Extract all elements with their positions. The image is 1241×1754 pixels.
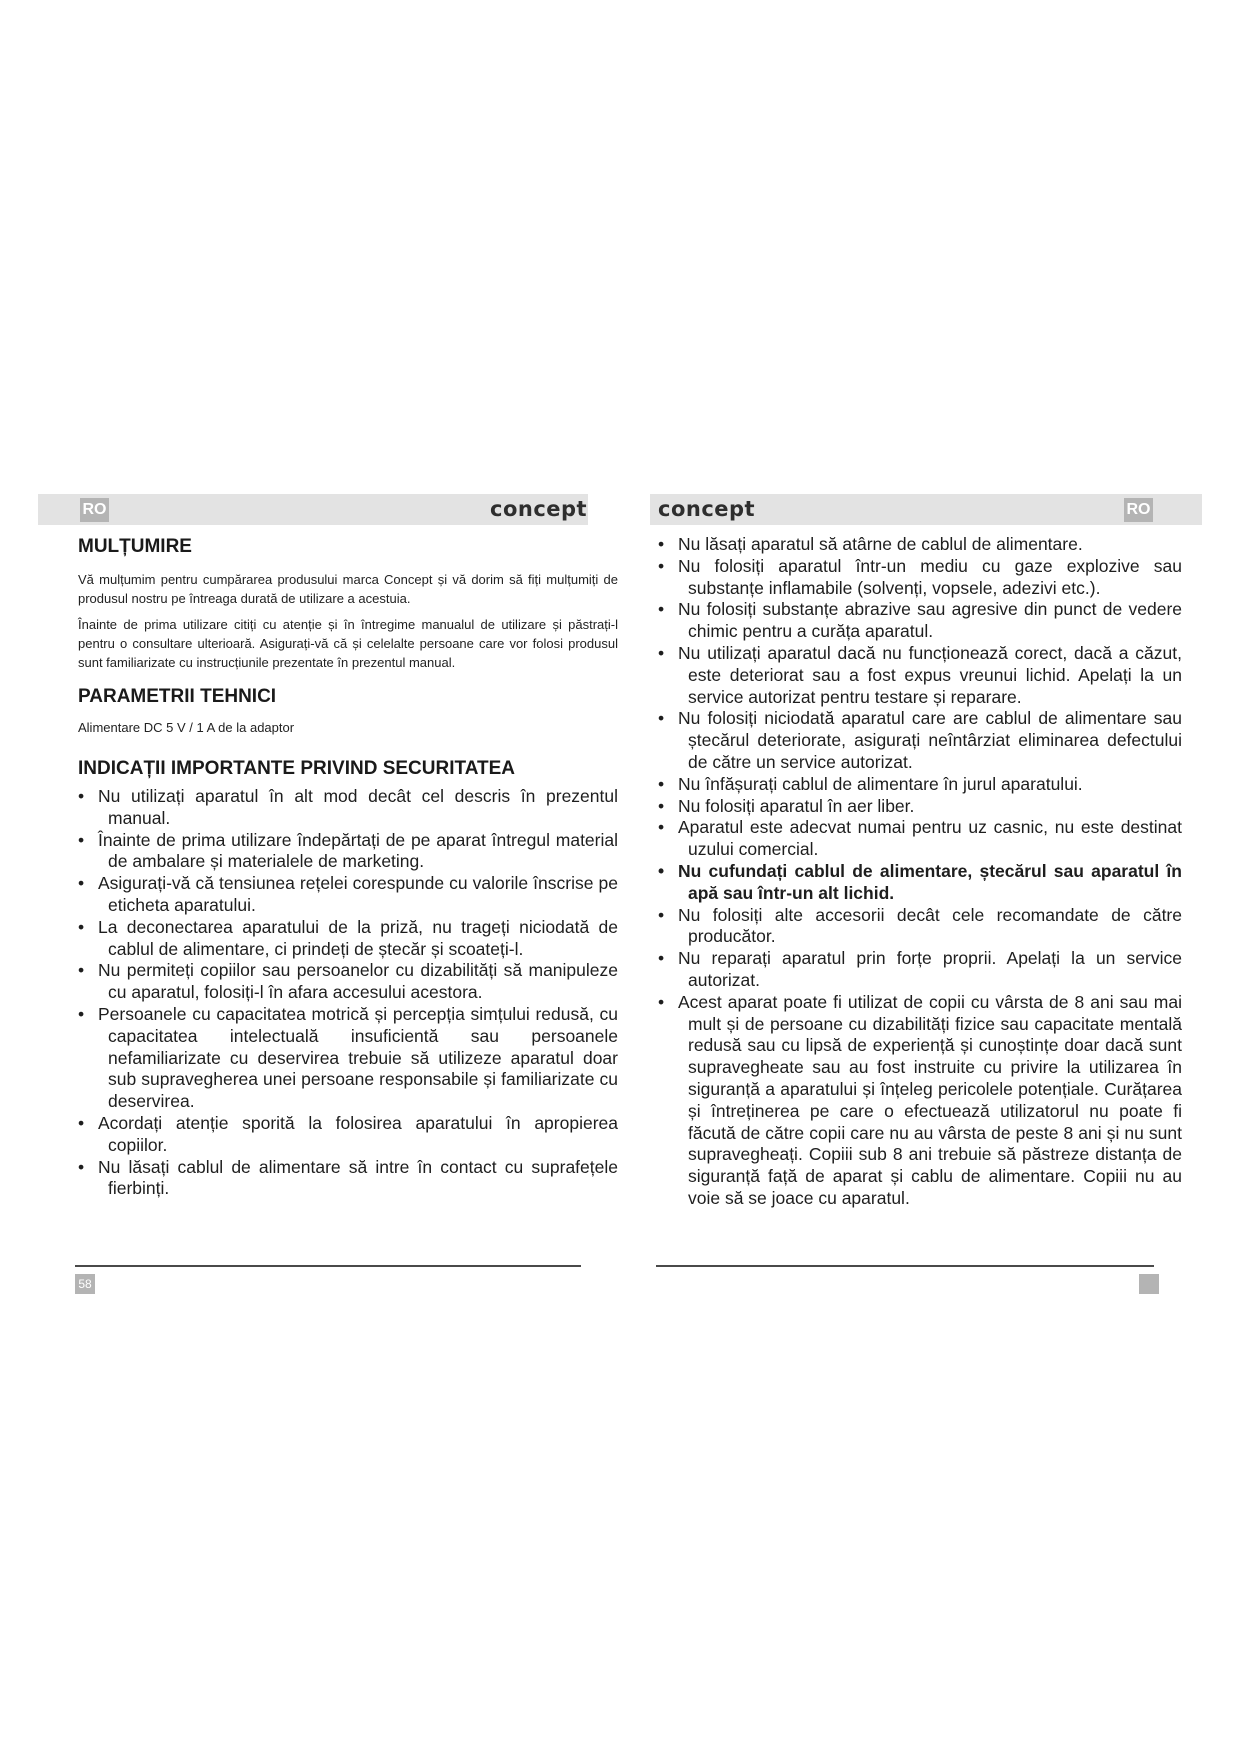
page-number: 58 (75, 1274, 95, 1294)
right-page (650, 494, 1202, 1294)
list-item: • Nu folosiți niciodată aparatul care are cablul de alimentare sau ștecărul deteriorate, asigurați neîntârziat eliminarea defectului de către un service autorizat. (658, 708, 1182, 773)
left-brand-logo: concept (490, 497, 588, 521)
list-item: • Nu lăsați cablul de alimentare să intre în contact cu suprafețele fierbinți. (78, 1157, 618, 1201)
left-footer-rule (75, 1265, 581, 1267)
safety-list-left (78, 786, 618, 1200)
tech-params-line: Alimentare DC 5 V / 1 A de la adaptor (78, 720, 295, 735)
list-item: • Nu reparați aparatul prin forțe proprii. Apelați la un service autorizat. (658, 948, 1182, 992)
list-item: • Asigurați-vă că tensiunea rețelei corespunde cu valorile înscrise pe eticheta aparatului. (78, 873, 618, 917)
thanks-paragraph-1: Vă mulțumim pentru cumpărarea produsului marca Concept și vă dorim să fiți mulțumiți de produsul nostru pe întreaga durată de utilizare a acestuia. (78, 572, 618, 606)
list-item: • Nu permiteți copiilor sau persoanelor cu dizabilități să manipuleze cu aparatul, folosiți-l în afara accesului acestora. (78, 960, 618, 1004)
list-item: • Persoanele cu capacitatea motrică și percepția simțului redusă, cu capacitatea intelectuală insuficientă sau persoanele nefamiliarizate cu deservirea trebuie să utilizeze aparatul doar sub supravegherea unei persoane responsabile și familiarizate cu deservirea. (78, 1004, 618, 1113)
list-item: • Acordați atenție sporită la folosirea aparatului în apropierea copiilor. (78, 1113, 618, 1157)
list-item: • Acest aparat poate fi utilizat de copii cu vârsta de 8 ani sau mai mult și de persoane cu dizabilități fizice sau capacitate mentală redusă sau cu lipsă de experiență și cunoștințe doar dacă sunt supravegheate sau au fost instruite cu privire la utilizarea în siguranță a aparatului și înțeleg pericolele potențiale. Curățarea și întreținerea pe care o efectuează utilizatorul nu poate fi făcută de către copii care nu au vârsta de peste 8 ani și nu sunt supravegheați. Copiii sub 8 ani trebuie să păstreze distanța de siguranță față de aparat și cablu de alimentare. Copiii nu au voie să se joace cu aparatul. (658, 992, 1182, 1210)
list-item-emphasis: • Nu cufundați cablul de alimentare, ștecărul sau aparatul în apă sau într-un alt lichid. (658, 861, 1182, 905)
right-content (658, 534, 1182, 1210)
right-footer-rule (656, 1265, 1154, 1267)
list-item: • Nu utilizați aparatul dacă nu funcționează corect, dacă a căzut, este deteriorat sau a fost expus vreunui lichid. Apelați la un service autorizat pentru testare și reparare. (658, 643, 1182, 708)
list-item: • Aparatul este adecvat numai pentru uz casnic, nu este destinat uzului comercial. (658, 817, 1182, 861)
list-item: • Nu folosiți alte accesorii decât cele recomandate de către producător. (658, 905, 1182, 949)
list-item: • Nu lăsați aparatul să atârne de cablul de alimentare. (658, 534, 1182, 556)
list-item: • Nu înfășurați cablul de alimentare în jurul aparatului. (658, 774, 1182, 796)
safety-heading: INDICAȚII IMPORTANTE PRIVIND SECURITATEA (78, 758, 515, 779)
list-item: • Nu utilizați aparatul în alt mod decât cel descris în prezentul manual. (78, 786, 618, 830)
safety-list-right (658, 534, 1182, 1210)
tech-params-heading: PARAMETRII TEHNICI (78, 686, 277, 707)
list-item: • Nu folosiți aparatul în aer liber. (658, 796, 1182, 818)
left-page (38, 494, 618, 1294)
right-brand-logo: concept (658, 497, 756, 521)
right-language-badge: RO (1124, 498, 1153, 522)
thanks-heading: MULȚUMIRE (78, 536, 192, 557)
thanks-paragraph-2: Înainte de prima utilizare citiți cu atenție și în întregime manualul de utilizare și păstrați-l pentru o consultare ulterioară. Asigurați-vă că și celelalte persoane care vor folosi produsul sunt familiarizate cu instrucțiunile prezentate în prezentul manual. (78, 617, 618, 670)
list-item: • La deconectarea aparatului de la priză, nu trageți niciodată de cablul de alimentare, ci prindeți de ștecăr și scoateți-l. (78, 917, 618, 961)
list-item: • Nu folosiți substanțe abrazive sau agresive din punct de vedere chimic pentru a curăța aparatul. (658, 599, 1182, 643)
right-page-marker (1139, 1274, 1159, 1294)
left-content (78, 536, 618, 1200)
left-language-badge: RO (80, 498, 109, 522)
list-item: • Înainte de prima utilizare îndepărtați de pe aparat întregul material de ambalare și materialele de marketing. (78, 830, 618, 874)
list-item: • Nu folosiți aparatul într-un mediu cu gaze explozive sau substanțe inflamabile (solvenți, vopsele, adezivi etc.). (658, 556, 1182, 600)
